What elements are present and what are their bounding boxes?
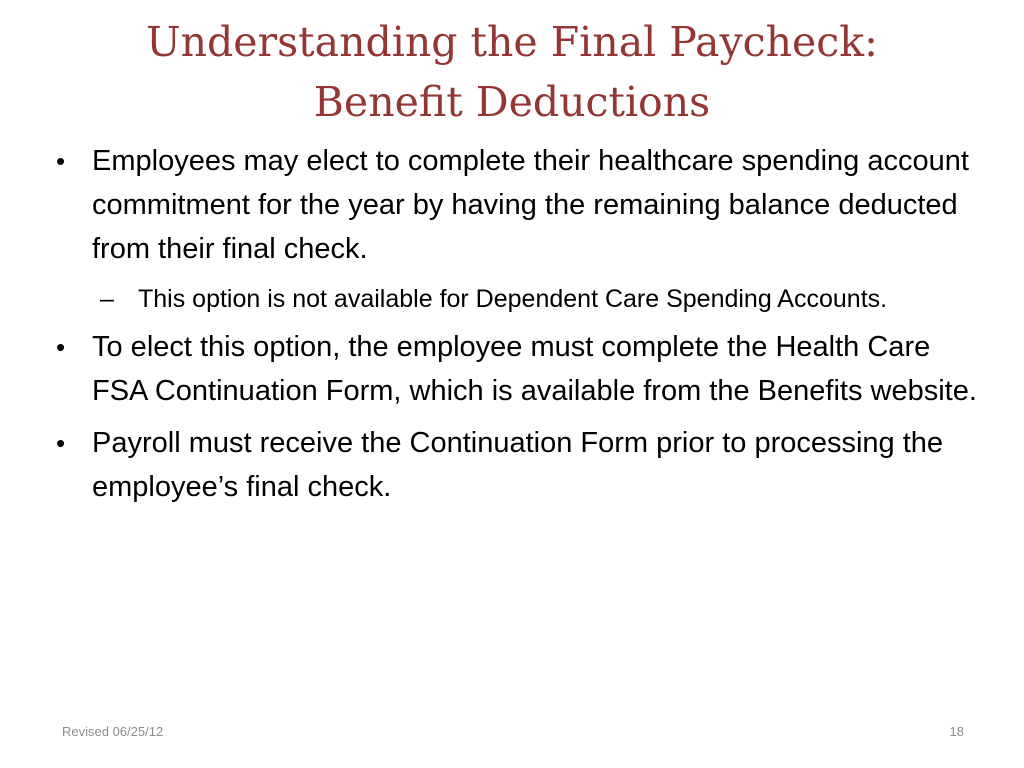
- sub-bullet-text: This option is not available for Dependent Care Spending Accounts.: [138, 285, 888, 313]
- bullet-item-2: [52, 325, 992, 413]
- slide-title: [40, 12, 984, 132]
- bullet-text: Payroll must receive the Continuation Form prior to processing the employee’s final check.: [92, 427, 944, 503]
- bullet-text: Employees may elect to complete their healthcare spending account commitment for the year by having the remaining balance deducted from their final check.: [92, 145, 969, 265]
- revised-date: Revised 06/25/12: [62, 724, 164, 739]
- bullet-item-3: [52, 421, 992, 509]
- title-line-1: Understanding the Final Paycheck:: [146, 18, 878, 66]
- bullet-dot-icon: •: [56, 428, 66, 458]
- bullet-dot-icon: •: [56, 332, 66, 362]
- page-number: 18: [949, 724, 964, 739]
- bullet-dot-icon: •: [56, 146, 66, 176]
- bullet-text: To elect this option, the employee must complete the Health Care FSA Continuation Form, which is available from the Benefits website.: [92, 331, 977, 407]
- title-line-2: Benefit Deductions: [313, 78, 711, 126]
- dash-icon: –: [100, 285, 114, 313]
- sub-bullet-item-1: [100, 279, 992, 319]
- slide-body: [52, 139, 992, 517]
- bullet-item-1: [52, 139, 992, 271]
